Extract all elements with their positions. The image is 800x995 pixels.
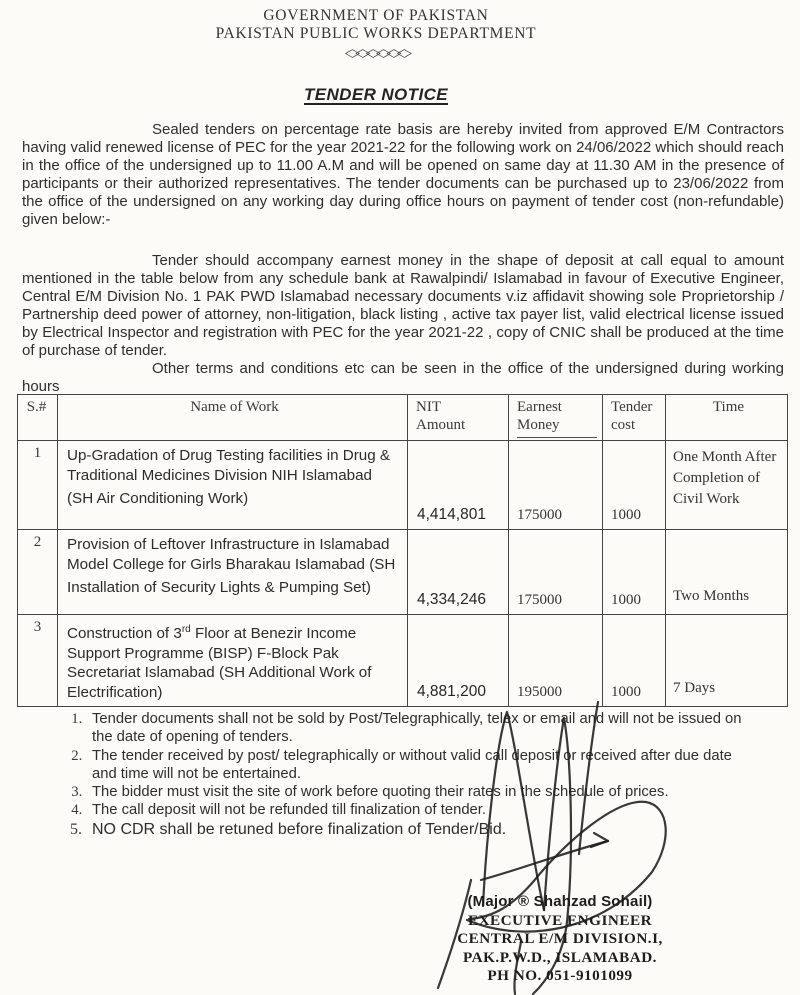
nit-amount: 4,881,200 [408, 615, 509, 707]
diamond-separator: ◇◇◇◇◇◇ [344, 47, 408, 60]
signatory-name: (Major ® Shahzad Sohail) [467, 893, 653, 910]
signatory-designation: EXECUTIVE ENGINEER [467, 911, 653, 929]
nit-amount: 4,334,246 [408, 530, 509, 615]
tender-cost: 1000 [603, 615, 666, 707]
earnest-money: 195000 [509, 615, 603, 707]
col-header-nit-amount: NIT Amount [408, 395, 509, 441]
title-row [0, 85, 752, 105]
signatory-block [435, 893, 685, 986]
table-row [18, 530, 788, 615]
completion-time: 7 Days [666, 615, 788, 707]
earnest-money: 175000 [509, 441, 603, 530]
government-title: GOVERNMENT OF PAKISTAN [263, 7, 489, 24]
conditions-list [48, 710, 760, 839]
col-header-earnest-money: Earnest Money [509, 395, 603, 441]
tender-cost: 1000 [603, 441, 666, 530]
condition-item: 1. Tender documents shall not be sold by Post/Telegraphically, telex or email and will not be issued on the date of opening of tenders. [86, 710, 760, 747]
table-header-row [18, 395, 788, 441]
paragraph-invitation: Sealed tenders on percentage rate basis are hereby invited from approved E/M Contractors having valid renewed license of PEC for the year 2021-22 for the following work on 24/06/2022 which should reach in the office of the undersigned up to 11.00 A.M and will be opened on same day at 11.30 AM in the presence of participants or their authorized representatives. The tender documents can be purchased up to 23/06/2022 from the office of the undersigned on any working day during office hours on payment of tender cost (non-refundable) given below:- [22, 121, 784, 229]
work-name: Up-Gradation of Drug Testing facilities in Drug & Traditional Medicines Division NIH Islamabad (SH Air Conditioning Work) [58, 441, 408, 530]
document-header [0, 7, 752, 63]
col-header-tender-cost: Tender cost [603, 395, 666, 441]
table-row [18, 615, 788, 707]
condition-item: 5. NO CDR shall be retuned before finalization of Tender/Bid. [86, 820, 760, 839]
page-title: TENDER NOTICE [303, 85, 449, 104]
paragraph-earnest-money: Tender should accompany earnest money in the shape of deposit at call equal to amount mentioned in the table below from any schedule bank at Rawalpindi/ Islamabad in favour of Executive Engineer, Central E/M Division No. 1 PAK PWD Islamabad necessary documents v.iz affidavit showing sole Proprietorship / Partnership deed power of attorney, non-litigation, black listing , active tax payer list, valid electrical license issued by Electrical Inspector and registration with PEC for the year 2021-22 , copy of CNIC shall be produced at the time of purchase of tender. [22, 252, 784, 360]
tender-cost: 1000 [603, 530, 666, 615]
nit-amount: 4,414,801 [408, 441, 509, 530]
completion-time: Two Months [666, 530, 788, 615]
paragraph-other-terms: Other terms and conditions etc can be seen in the office of the undersigned during working hours [22, 360, 784, 396]
condition-item: 3. The bidder must visit the site of work before quoting their rates in the schedule of prices. [86, 783, 760, 801]
completion-time: One Month After Completion of Civil Work [666, 441, 788, 530]
serial-number: 3 [18, 615, 58, 707]
condition-item: 2. The tender received by post/ telegraphically or without valid call deposit or received after due date and time will not be entertained. [86, 747, 760, 784]
table-row [18, 441, 788, 530]
col-header-serial: S.# [18, 395, 58, 441]
signatory-phone: PH NO. 051-9101099 [487, 967, 633, 985]
serial-number: 1 [18, 441, 58, 530]
col-header-time: Time [666, 395, 788, 441]
signatory-division: CENTRAL E/M DIVISION.I, [457, 930, 663, 948]
works-table [17, 394, 788, 707]
signatory-department: PAK.P.W.D., ISLAMABAD. [463, 948, 657, 966]
condition-item: 4. The call deposit will not be refunded till finalization of tender. [86, 801, 760, 819]
col-header-name-of-work: Name of Work [58, 395, 408, 441]
department-title: PAKISTAN PUBLIC WORKS DEPARTMENT [215, 25, 537, 42]
earnest-money: 175000 [509, 530, 603, 615]
serial-number: 2 [18, 530, 58, 615]
work-name: Provision of Leftover Infrastructure in Islamabad Model College for Girls Bharakau Islamabad (SH Installation of Security Lights & Pumping Set) [58, 530, 408, 615]
work-name: Construction of 3rd Floor at Benezir Income Support Programme (BISP) F-Block Pak Secretariat Islamabad (SH Additional Work of Electrification) [58, 615, 408, 707]
